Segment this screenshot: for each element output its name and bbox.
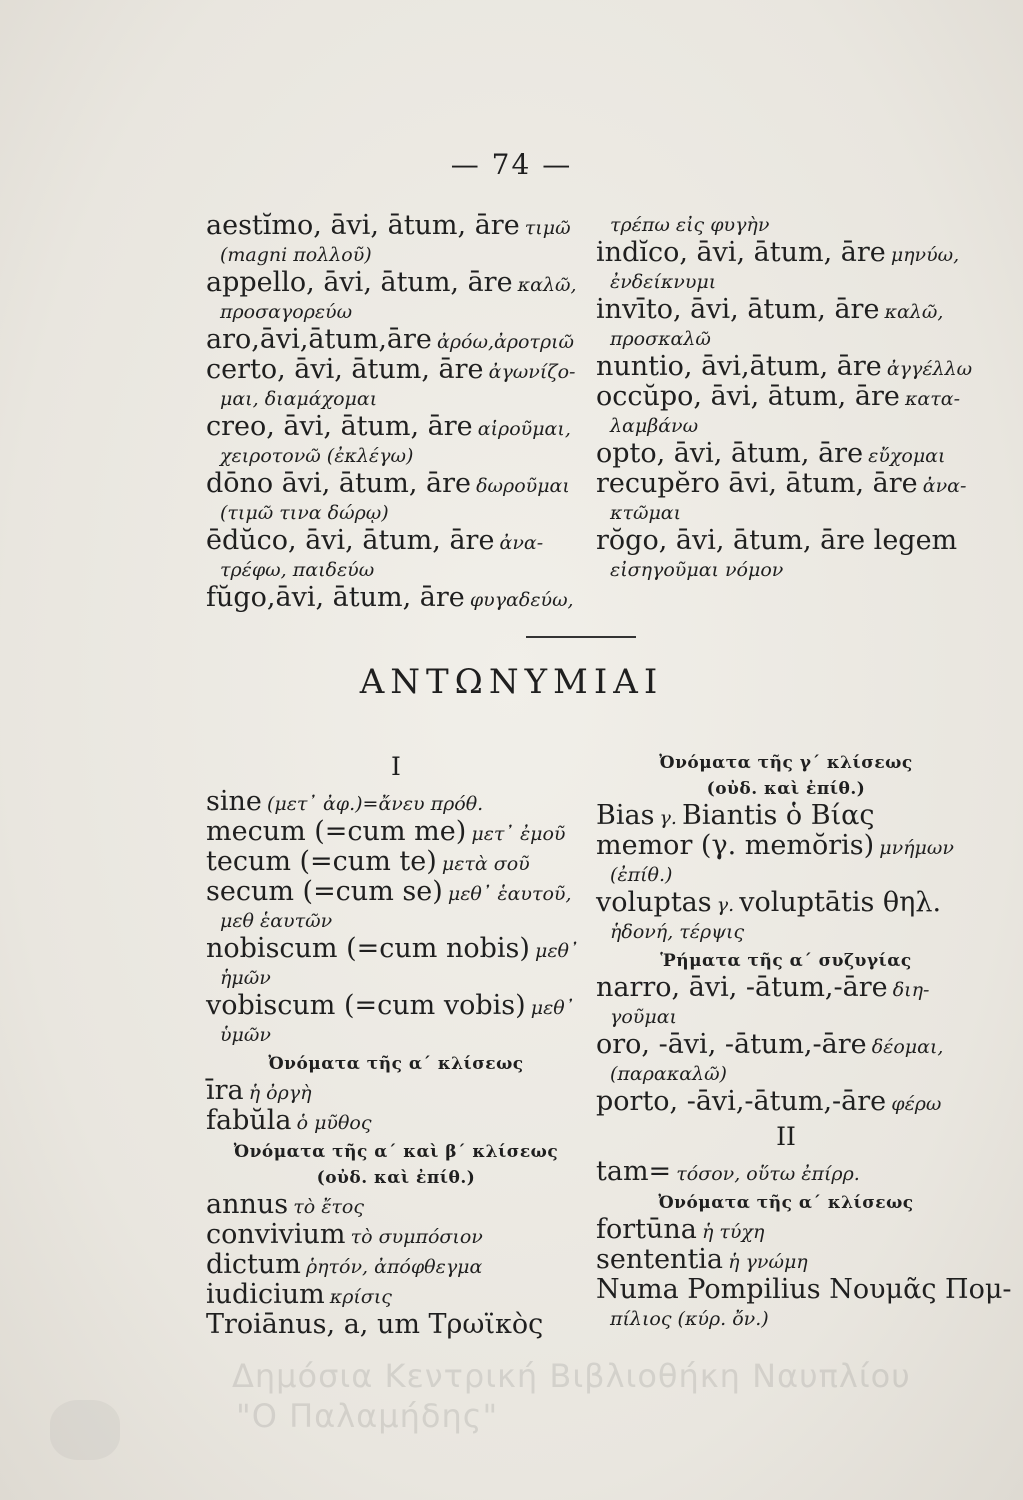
- greek-gloss: κατα-: [904, 388, 960, 410]
- latin-term: ēdŭco, āvi, ātum, āre: [206, 525, 495, 556]
- vocab-entry: [206, 584, 586, 614]
- vocab-entry: [206, 788, 586, 818]
- vocab-entry: [596, 1246, 976, 1276]
- section-title: ΑΝΤΩΝΥΜΙΑΙ: [359, 662, 664, 702]
- greek-gloss: μαι, διαμάχομαι: [220, 388, 378, 410]
- latin-term: opto, āvi, ātum, āre: [596, 438, 864, 469]
- vocab-entry: [206, 1191, 586, 1221]
- latin-term: convivium: [206, 1219, 346, 1250]
- latin-term: secum (=cum se): [206, 876, 443, 907]
- latin-term: fŭgo,āvi, ātum, āre: [206, 582, 465, 613]
- latin-term: īra: [206, 1075, 244, 1106]
- greek-gloss: μεθ ἑαυτῶν: [220, 910, 333, 932]
- latin-term: aestĭmo, āvi, ātum, āre: [206, 210, 520, 241]
- latin-term: tam=: [596, 1156, 672, 1187]
- greek-gloss: (τιμῶ τινα δώρῳ): [220, 502, 389, 524]
- greek-gloss: μηνύω,: [890, 244, 960, 266]
- declension-heading: Ὀνόματα τῆς α΄ κλίσεως: [268, 1054, 524, 1074]
- latin-term: fabŭla: [206, 1105, 292, 1136]
- latin-term: porto, -āvi,-ātum,-āre: [596, 1086, 887, 1117]
- vocab-entry: [206, 386, 586, 413]
- vocab-entry: [206, 500, 586, 527]
- greek-gloss: μεθ᾽ ἑαυτοῦ,: [447, 883, 572, 905]
- vocab-column-bottom-right: [596, 748, 1012, 1333]
- greek-gloss: ἡδονή, τέρψις: [610, 921, 745, 943]
- watermark-line-2: "Ο Παλαμήδης": [236, 1397, 499, 1435]
- vocab-entry: [596, 353, 976, 383]
- greek-gloss: ἡ τύχη: [701, 1221, 765, 1243]
- latin-term: Bias: [596, 800, 655, 831]
- greek-gloss: τιμῶ: [524, 217, 571, 239]
- latin-term: narro, āvi, -ātum,-āre: [596, 972, 888, 1003]
- vocab-entry: [596, 974, 976, 1004]
- greek-gloss: (μετ᾽ ἀφ.)=ἄνευ πρόθ.: [266, 793, 484, 815]
- greek-gloss: δέομαι,: [871, 1036, 944, 1058]
- vocab-entry: [596, 1004, 976, 1031]
- vocab-entry: [596, 802, 976, 832]
- greek-gloss: τρέπω εἰς φυγὴν: [610, 214, 770, 236]
- vocab-entry: [596, 500, 976, 527]
- latin-term: sententia: [596, 1244, 724, 1275]
- vocab-entry: [596, 1061, 976, 1088]
- latin-term: voluptas: [596, 887, 712, 918]
- greek-gloss: προσκαλῶ: [610, 328, 711, 350]
- greek-gloss: φέρω: [891, 1093, 942, 1115]
- latin-term: certo, āvi, ātum, āre: [206, 354, 484, 385]
- latin-term: fortūna: [596, 1214, 697, 1245]
- watermark-line-1: Δημόσια Κεντρική Βιβλιοθήκη Ναυπλίου: [232, 1357, 911, 1395]
- vocab-entry: [596, 470, 976, 500]
- greek-gloss: χειροτονῶ (ἐκλέγω): [220, 445, 414, 467]
- greek-gloss: αἱροῦμαι,: [477, 418, 571, 440]
- vocab-entry: [206, 1251, 586, 1281]
- vocab-entry: [206, 470, 586, 500]
- vocab-entry: [596, 239, 976, 269]
- vocab-entry: [206, 1022, 586, 1049]
- greek-gloss: γ.: [716, 894, 735, 916]
- latin-term: Biantis ὁ Βίας: [682, 800, 875, 831]
- greek-gloss: κρίσις: [329, 1286, 392, 1308]
- latin-term: Numa Pompilius Νουμᾶς Πομ-: [596, 1274, 1012, 1305]
- greek-gloss: λαμβάνω: [610, 415, 699, 437]
- greek-gloss: πίλιος (κύρ. ὄν.): [610, 1308, 769, 1330]
- section-divider: [526, 636, 636, 638]
- vocab-column-top-left: [206, 212, 586, 614]
- greek-gloss: τόσον, οὕτω ἐπίρρ.: [676, 1163, 860, 1185]
- latin-term: indĭco, āvi, ātum, āre: [596, 237, 886, 268]
- greek-gloss: προσαγορεύω: [220, 301, 353, 323]
- latin-term: sine: [206, 786, 262, 817]
- vocab-entry: [206, 1107, 586, 1137]
- greek-gloss: μεθ᾽: [535, 940, 579, 962]
- vocab-entry: [596, 1306, 976, 1333]
- greek-gloss: διη-: [892, 979, 930, 1001]
- greek-gloss: ὑμῶν: [220, 1024, 271, 1046]
- subsection-numeral: I: [391, 752, 401, 781]
- greek-gloss: ἐνδείκνυμι: [610, 271, 717, 293]
- latin-term: Troiānus, a, um Τρωϊκὸς: [206, 1309, 544, 1340]
- greek-gloss: ἀγγέλλω: [886, 358, 973, 380]
- vocab-entry: [206, 818, 586, 848]
- vocab-entry: [206, 326, 586, 356]
- greek-gloss: (παρακαλῶ): [610, 1063, 727, 1085]
- vocab-entry: [206, 242, 586, 269]
- vocab-entry: [206, 848, 586, 878]
- greek-gloss: ἀνα-: [922, 475, 967, 497]
- latin-term: mecum (=cum me): [206, 816, 467, 847]
- latin-term: rŏgo, āvi, ātum, āre legem: [596, 525, 958, 556]
- greek-gloss: εἰσηγοῦμαι νόμον: [610, 559, 784, 581]
- page-number: — 74 —: [450, 148, 573, 181]
- vocab-entry: [206, 908, 586, 935]
- vocab-entry: [206, 1281, 586, 1311]
- latin-term: invīto, āvi, ātum, āre: [596, 294, 880, 325]
- latin-term: annus: [206, 1189, 289, 1220]
- vocab-column-bottom-left: [206, 748, 586, 1341]
- vocab-entry: [206, 1221, 586, 1251]
- greek-gloss: καλῶ,: [884, 301, 944, 323]
- vocab-entry: [206, 557, 586, 584]
- vocab-entry: [206, 413, 586, 443]
- vocab-entry: [596, 832, 976, 862]
- vocab-entry: [206, 356, 586, 386]
- latin-term: nobiscum (=cum nobis): [206, 933, 530, 964]
- vocab-entry: [596, 527, 976, 557]
- latin-term: iudicium: [206, 1279, 325, 1310]
- greek-gloss: ἡ ὀργὴ: [248, 1082, 312, 1104]
- greek-gloss: (ἐπίθ.): [610, 864, 673, 886]
- greek-gloss: γοῦμαι: [610, 1006, 677, 1028]
- greek-gloss: τὸ ἔτος: [293, 1196, 364, 1218]
- declension-heading: (οὐδ. καὶ ἐπίθ.): [706, 779, 866, 799]
- greek-gloss: ἀγωνίζο-: [488, 361, 576, 383]
- subsection-numeral: II: [776, 1122, 796, 1151]
- latin-term: tecum (=cum te): [206, 846, 437, 877]
- vocab-entry: [596, 1031, 976, 1061]
- vocab-entry: [206, 527, 586, 557]
- vocab-entry: [596, 383, 976, 413]
- vocab-entry: [596, 1274, 1012, 1306]
- declension-heading: Ὀνόματα τῆς α΄ κλίσεως: [658, 1193, 914, 1213]
- vocab-entry: [596, 413, 976, 440]
- vocab-column-top-right: [596, 212, 976, 584]
- vocab-entry: [596, 440, 976, 470]
- vocab-entry: [206, 299, 586, 326]
- declension-heading: (οὐδ. καὶ ἐπίθ.): [316, 1168, 476, 1188]
- greek-gloss: καλῶ,: [517, 274, 577, 296]
- vocab-entry: [206, 878, 586, 908]
- greek-gloss: κτῶμαι: [610, 502, 682, 524]
- greek-gloss: (magni πολλοῦ): [220, 244, 372, 266]
- vocab-entry: [596, 1216, 976, 1246]
- greek-gloss: μεθ᾽: [530, 997, 575, 1019]
- vocab-entry: [206, 935, 586, 965]
- latin-term: dictum: [206, 1249, 301, 1280]
- latin-term: aro,āvi,ātum,āre: [206, 324, 432, 355]
- vocab-entry: [596, 557, 976, 584]
- vocab-entry: [596, 919, 976, 946]
- vocab-entry: [206, 992, 586, 1022]
- greek-gloss: ἀνα-: [499, 532, 544, 554]
- greek-gloss: μνήμων: [879, 837, 954, 859]
- greek-gloss: εὔχομαι: [868, 445, 946, 467]
- greek-gloss: φυγαδεύω,: [469, 589, 574, 611]
- greek-gloss: ῥητόν, ἀπόφθεγμα: [305, 1256, 483, 1278]
- library-stamp-mark: [50, 1400, 120, 1460]
- latin-term: occŭpo, āvi, ātum, āre: [596, 381, 900, 412]
- greek-gloss: ἡμῶν: [220, 967, 271, 989]
- vocab-entry: [596, 296, 976, 326]
- latin-term: creo, āvi, ātum, āre: [206, 411, 473, 442]
- declension-heading: Ῥήματα τῆς α΄ συζυγίας: [660, 951, 912, 971]
- greek-gloss: τρέφω, παιδεύω: [220, 559, 375, 581]
- vocab-entry: [206, 965, 586, 992]
- vocab-entry: [596, 1088, 976, 1118]
- greek-gloss: γ.: [659, 807, 677, 829]
- vocab-entry: [596, 269, 976, 296]
- greek-gloss: μετὰ σοῦ: [441, 853, 530, 875]
- vocab-entry: [596, 212, 976, 239]
- latin-term: memor (γ. memŏris): [596, 830, 875, 861]
- greek-gloss: ἡ γνώμη: [728, 1251, 808, 1273]
- declension-heading: Ὀνόματα τῆς α΄ καὶ β΄ κλίσεως: [233, 1142, 559, 1162]
- vocab-entry: [596, 862, 976, 889]
- greek-gloss: ἀρόω,ἀροτριῶ: [437, 331, 575, 353]
- greek-gloss: μετ᾽ ἐμοῦ: [471, 823, 566, 845]
- vocab-entry: [206, 269, 586, 299]
- greek-gloss: δωροῦμαι: [476, 475, 570, 497]
- declension-heading: Ὀνόματα τῆς γ΄ κλίσεως: [659, 753, 913, 773]
- vocab-entry: [596, 1158, 976, 1188]
- library-watermark: [232, 1356, 1012, 1436]
- latin-term: appello, āvi, ātum, āre: [206, 267, 513, 298]
- greek-gloss: ὁ μῦθος: [296, 1112, 372, 1134]
- latin-term: dōno āvi, ātum, āre: [206, 468, 472, 499]
- latin-term: oro, -āvi, -ātum,-āre: [596, 1029, 867, 1060]
- vocab-entry: [206, 1311, 586, 1341]
- greek-gloss: τὸ συμπόσιον: [350, 1226, 483, 1248]
- vocab-entry: [206, 212, 586, 242]
- vocab-entry: [206, 1077, 586, 1107]
- vocab-entry: [596, 326, 976, 353]
- latin-term: nuntio, āvi,ātum, āre: [596, 351, 882, 382]
- vocab-entry: [206, 443, 586, 470]
- latin-term: voluptātis θηλ.: [739, 887, 942, 918]
- latin-term: vobiscum (=cum vobis): [206, 990, 526, 1021]
- latin-term: recupĕro āvi, ātum, āre: [596, 468, 918, 499]
- vocab-entry: [596, 889, 976, 919]
